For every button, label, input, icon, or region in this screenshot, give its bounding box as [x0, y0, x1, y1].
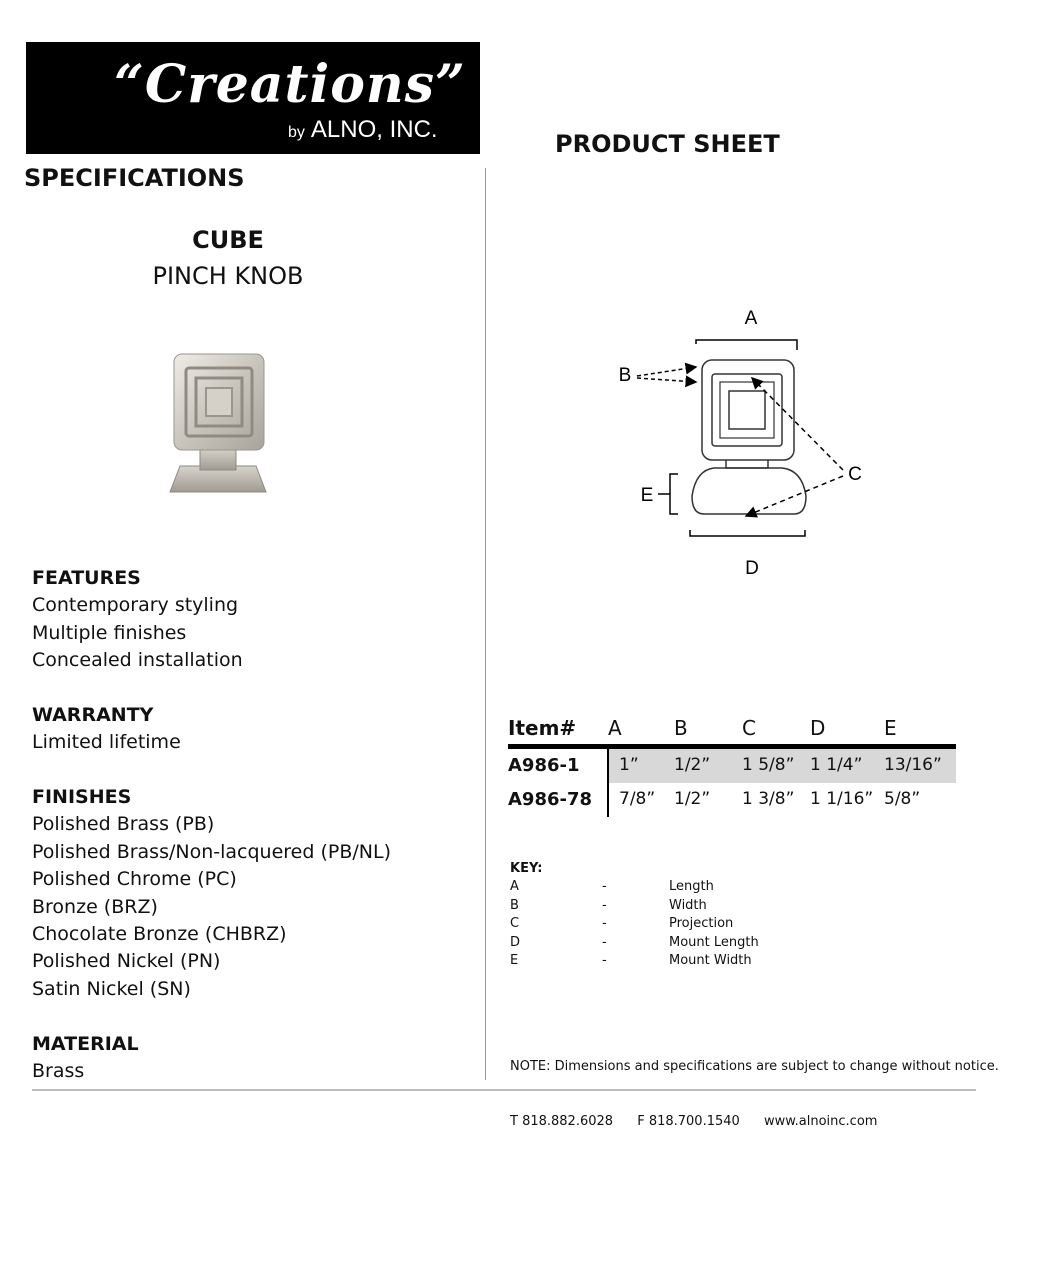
finishes-section: [32, 784, 391, 1003]
cell-a: 1”: [608, 747, 674, 784]
material-title: MATERIAL: [32, 1033, 139, 1055]
disclaimer-note: NOTE: Dimensions and specifications are subject to change without notice.: [510, 1059, 999, 1074]
material-section: [32, 1031, 139, 1086]
col-header-b: B: [674, 714, 742, 747]
label-e: E: [640, 485, 654, 506]
cell-item: A986-78: [508, 783, 608, 817]
logo-registered-mark: ®: [481, 56, 495, 72]
features-section: [32, 565, 243, 675]
cell-d: 1 1/4”: [810, 747, 884, 784]
dimension-diagram: [600, 300, 880, 585]
table-row: [508, 783, 956, 817]
logo-byline: [288, 116, 438, 144]
label-d: D: [745, 558, 759, 579]
column-divider: [485, 168, 486, 1080]
cell-e: 13/16”: [884, 747, 956, 784]
logo-by: by: [288, 124, 305, 141]
cell-d: 1 1/16”: [810, 789, 874, 809]
col-header-a: A: [608, 714, 674, 747]
cell-c: 1 5/8”: [742, 747, 810, 784]
material-item: Brass: [32, 1060, 85, 1083]
phone-number: T 818.882.6028: [510, 1114, 614, 1129]
fax-number: F 818.700.1540: [637, 1114, 740, 1129]
finish-item: Polished Chrome (PC): [32, 868, 237, 891]
product-photo: [120, 338, 316, 534]
footer-divider: [32, 1089, 976, 1091]
col-header-e: E: [884, 714, 956, 747]
cell-c: 1 3/8”: [742, 789, 795, 809]
feature-item: Contemporary styling: [32, 594, 239, 617]
feature-item: Concealed installation: [32, 649, 243, 672]
finish-item: Satin Nickel (SN): [32, 977, 191, 1000]
table-row: [508, 747, 956, 784]
contact-info: [510, 1114, 897, 1129]
finish-item: Chocolate Bronze (CHBRZ): [32, 923, 287, 946]
label-b: B: [618, 365, 632, 386]
finish-item: Polished Nickel (PN): [32, 950, 221, 973]
key-row: E - Mount Width: [510, 953, 752, 969]
finish-item: Polished Brass (PB): [32, 813, 215, 836]
dimension-key: [510, 860, 759, 970]
key-row: D - Mount Length: [510, 934, 759, 950]
key-row: A - Length: [510, 879, 714, 895]
warranty-item: Limited lifetime: [32, 731, 181, 754]
website-link[interactable]: www.alnoinc.com: [763, 1114, 878, 1129]
cell-b: 1/2”: [674, 789, 711, 809]
brand-logo: [26, 42, 495, 154]
finishes-title: FINISHES: [32, 786, 132, 808]
key-title: KEY:: [510, 861, 543, 876]
cell-e: 5/8”: [884, 789, 921, 809]
specifications-heading: SPECIFICATIONS: [24, 164, 245, 192]
warranty-title: WARRANTY: [32, 704, 154, 726]
logo-company: ALNO, INC.: [310, 116, 438, 143]
cell-item: A986-1: [508, 747, 608, 784]
product-type: PINCH KNOB: [152, 262, 304, 290]
key-row: C - Projection: [510, 916, 734, 932]
cell-b: 1/2”: [674, 747, 742, 784]
col-header-d: D: [810, 714, 884, 747]
dimensions-table: [508, 714, 956, 817]
warranty-section: [32, 702, 181, 757]
features-title: FEATURES: [32, 567, 141, 589]
finish-item: Polished Brass/Non-lacquered (PB/NL): [32, 840, 391, 863]
finish-item: Bronze (BRZ): [32, 895, 158, 918]
product-sheet-heading: PRODUCT SHEET: [555, 130, 780, 158]
col-header-item: Item#: [508, 714, 608, 747]
cell-a: 7/8”: [619, 789, 656, 809]
col-header-c: C: [742, 714, 810, 747]
logo-script: “Creations”: [114, 54, 466, 115]
table-header-row: [508, 714, 956, 747]
label-a: A: [744, 308, 758, 329]
feature-item: Multiple finishes: [32, 621, 187, 644]
product-name: CUBE: [192, 226, 264, 254]
label-c: C: [848, 464, 862, 485]
key-row: B - Width: [510, 897, 707, 913]
